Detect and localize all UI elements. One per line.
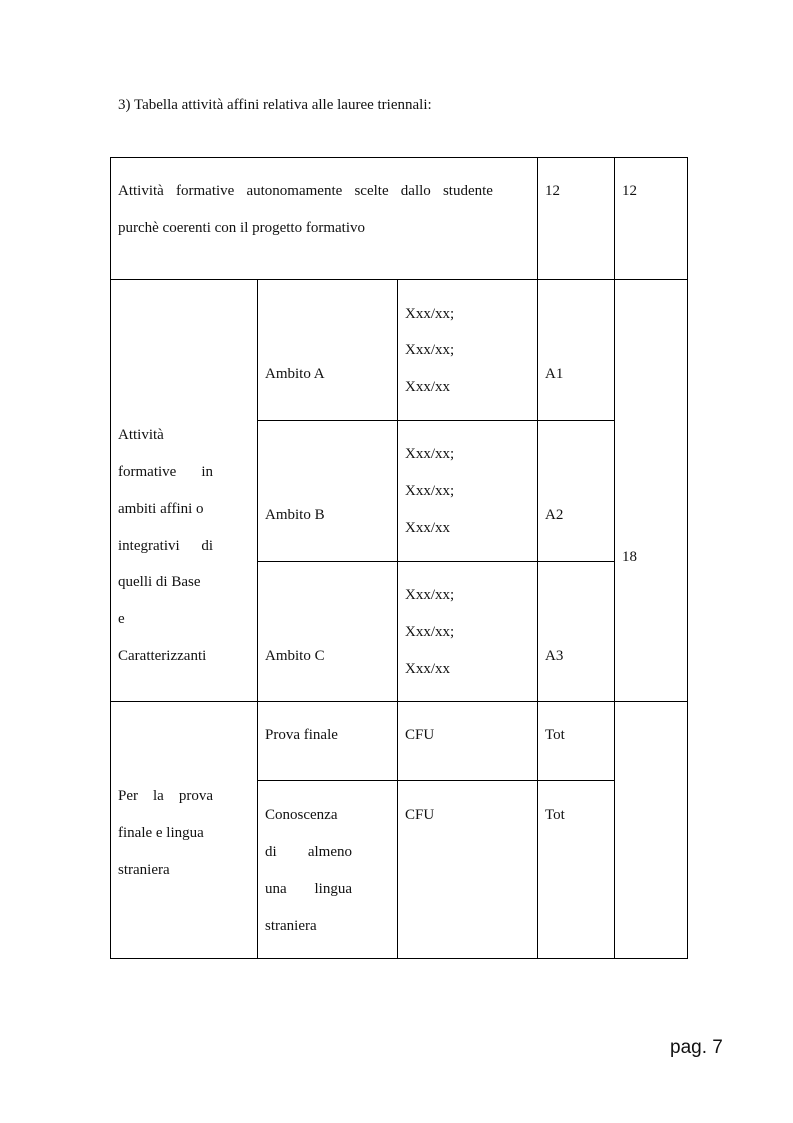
- item-name-line: [265, 842, 352, 862]
- row2-label-line: ambiti affini o: [118, 501, 204, 517]
- row2-label-line: quelli di Base: [118, 574, 201, 590]
- row2-total: 18: [622, 549, 637, 565]
- word: in: [201, 464, 213, 480]
- row-divider: [257, 780, 615, 781]
- word: studente: [442, 183, 493, 199]
- row3-label-line: finale e lingua: [118, 825, 204, 841]
- ambito-code: Xxx/xx;: [405, 483, 455, 499]
- ambito-code: Xxx/xx;: [405, 342, 455, 358]
- ambito-value: A1: [545, 366, 564, 382]
- ambito-code: Xxx/xx: [405, 379, 450, 395]
- ambito-name: Ambito B: [265, 507, 325, 523]
- row-divider: [110, 279, 688, 280]
- word: dallo: [400, 183, 431, 199]
- activities-table: [110, 157, 688, 959]
- word: prova: [178, 788, 213, 804]
- ambito-value: A2: [545, 507, 564, 523]
- word: scelte: [354, 183, 389, 199]
- row2-label-line: [118, 536, 213, 556]
- page-number: pag. 7: [670, 1037, 723, 1058]
- item-cfu: CFU: [405, 807, 435, 823]
- column-divider: [614, 157, 615, 959]
- ambito-code: Xxx/xx: [405, 520, 450, 536]
- row2-label-line: [118, 462, 213, 482]
- ambito-name: Ambito C: [265, 648, 325, 664]
- row-divider: [257, 561, 615, 562]
- table-border-right: [687, 157, 688, 959]
- row2-label-line: Attività: [118, 427, 164, 443]
- item-name-line: Conoscenza: [265, 807, 338, 823]
- ambito-code: Xxx/xx;: [405, 306, 455, 322]
- item-name-line: straniera: [265, 918, 317, 934]
- word: lingua: [314, 881, 352, 897]
- table-heading: 3) Tabella attività affini relativa alle lauree triennali:: [118, 97, 432, 113]
- row1-label-line2: purchè coerenti con il progetto formativo: [118, 220, 365, 236]
- word: di: [265, 844, 277, 860]
- table-border-top: [110, 157, 688, 158]
- row1-value: 12: [545, 183, 560, 199]
- item-tot: Tot: [545, 727, 565, 743]
- ambito-value: A3: [545, 648, 564, 664]
- row3-label-line: straniera: [118, 862, 170, 878]
- ambito-code: Xxx/xx;: [405, 624, 455, 640]
- word: formative: [118, 464, 177, 480]
- word: formative: [176, 183, 235, 199]
- column-divider: [537, 157, 538, 959]
- word: almeno: [307, 844, 352, 860]
- word: una: [265, 881, 287, 897]
- ambito-code: Xxx/xx;: [405, 587, 455, 603]
- column-divider: [257, 279, 258, 959]
- ambito-name: Ambito A: [265, 366, 325, 382]
- word: la: [153, 788, 164, 804]
- word: Attività: [118, 183, 164, 199]
- word: autonomamente: [246, 183, 343, 199]
- row-divider: [257, 420, 615, 421]
- ambito-code: Xxx/xx: [405, 661, 450, 677]
- word: Per: [118, 788, 138, 804]
- row1-total: 12: [622, 183, 637, 199]
- item-cfu: CFU: [405, 727, 435, 743]
- row3-label-line: [118, 786, 213, 806]
- word: integrativi: [118, 538, 180, 554]
- row1-label-line1: [118, 181, 493, 201]
- item-name-line: Prova finale: [265, 727, 338, 743]
- row-divider: [110, 701, 688, 702]
- row2-label-line: Caratterizzanti: [118, 648, 207, 664]
- ambito-code: Xxx/xx;: [405, 446, 455, 462]
- row2-label-line: e: [118, 611, 125, 627]
- table-border-left: [110, 157, 111, 959]
- table-border-bottom: [110, 958, 688, 959]
- column-divider: [397, 279, 398, 959]
- item-tot: Tot: [545, 807, 565, 823]
- item-name-line: [265, 879, 352, 899]
- word: di: [201, 538, 213, 554]
